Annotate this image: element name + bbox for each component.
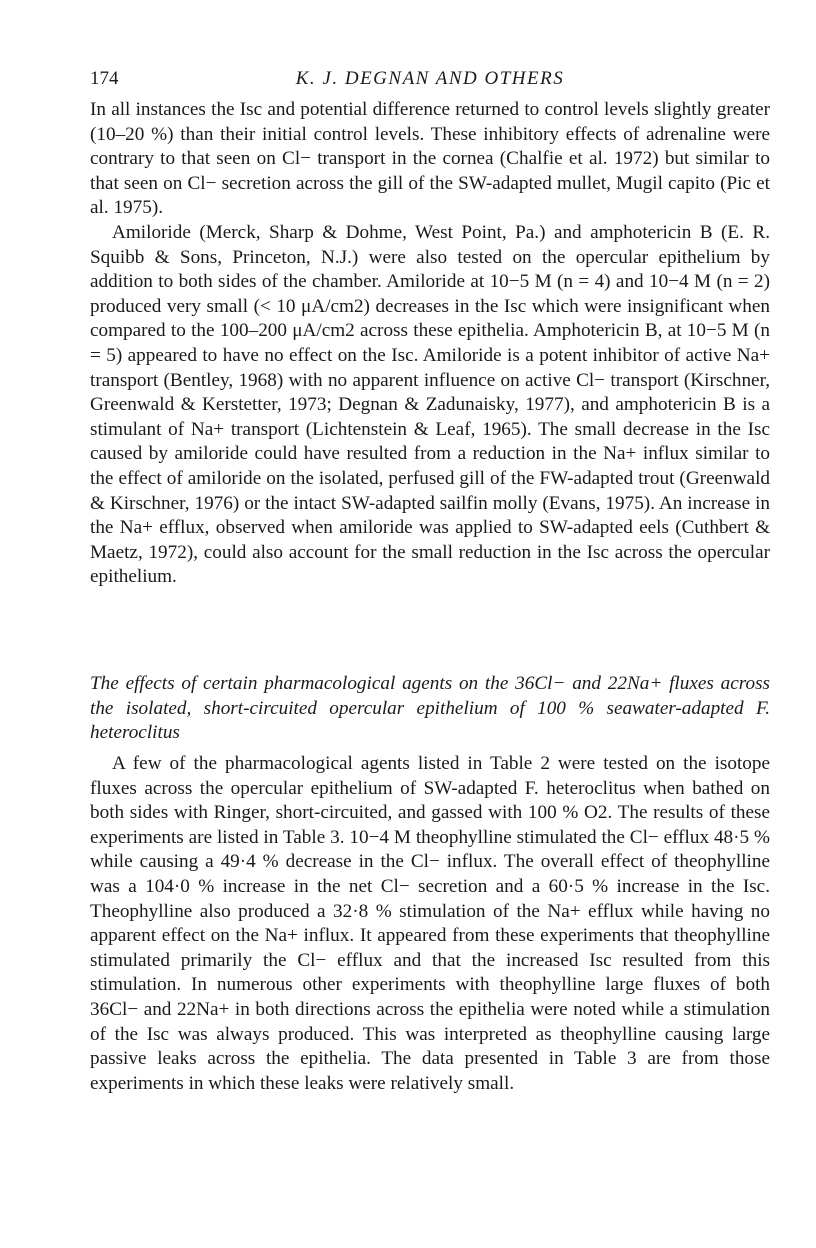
page-header [90,68,770,96]
paragraph-theophylline: A few of the pharmacological agents listed in Table 2 were tested on the isotope fluxes across the opercular epithelium of SW-adapted F. heteroclitus when bathed on both sides with Ringer, short-circuited, and gassed with 100 % O2. The results of these experiments are listed in Table 3. 10−4 M theophylline stimulated the Cl− efflux 48·5 % while causing a 49·4 % decrease in the Cl− influx. The overall effect of theophylline was a 104·0 % increase in the net Cl− secretion and a 60·5 % increase in the Isc. Theophylline also produced a 32·8 % stimulation of the Na+ efflux while having no apparent effect on the Na+ influx. It appeared from these experiments that theophylline stimulated primarily the Cl− efflux and that the increased Isc resulted from this stimulation. In numerous other experiments with theophylline large fluxes of both 36Cl− and 22Na+ in both directions across the epithelia were noted while a stimulation of the Isc was always produced. This was interpreted as theophylline causing large passive leaks across the epithelia. The data presented in Table 3 are from those experiments in which these leaks were relatively small. [90,753,770,1094]
body-text-bottom [90,752,770,1096]
paragraph-amiloride: Amiloride (Merck, Sharp & Dohme, West Point, Pa.) and amphotericin B (E. R. Squibb & Sons, Princeton, N.J.) were also tested on the opercular epithelium by addition to both sides of the chamber. Amiloride at 10−5 M (n = 4) and 10−4 M (n = 2) produced very small (< 10 μA/cm2) decreases in the Isc which were insignificant when compared to the 100–200 μA/cm2 across these epithelia. Amphotericin B, at 10−5 M (n = 5) appeared to have no effect on the Isc. Amiloride is a potent inhibitor of active Na+ transport (Bentley, 1968) with no apparent influence on active Cl− transport (Kirschner, Greenwald & Kerstetter, 1973; Degnan & Zadunaisky, 1977), and amphotericin B is a stimulant of Na+ transport (Lichtenstein & Leaf, 1965). The small decrease in the Isc caused by amiloride could have resulted from a reduction in the Na+ influx similar to the effect of amiloride on the isolated, perfused gill of the FW-adapted trout (Greenwald & Kirschner, 1976) or the intact SW-adapted sailfin molly (Evans, 1975). An increase in the Na+ efflux, observed when amiloride was applied to SW-adapted eels (Cuthbert & Maetz, 1972), could also account for the small reduction in the Isc across the opercular epithelium. [90,221,770,588]
page-number: 174 [90,68,119,89]
section-heading: The effects of certain pharmacological agents on the 36Cl− and 22Na+ fluxes across the isolated, short-circuited opercular epithelium of 100 % seawater-adapted F. heteroclitus [90,673,770,744]
running-head: K. J. DEGNAN AND OTHERS [295,68,565,89]
section-heading-block [90,672,770,746]
body-text-top [90,98,770,590]
paragraph-adrenaline: In all instances the Isc and potential difference returned to control levels slightly greater (10–20 %) than their initial control levels. These inhibitory effects of adrenaline were contrary to that seen on Cl− transport in the cornea (Chalfie et al. 1972) but similar to that seen on Cl− secretion across the gill of the SW-adapted mullet, Mugil capito (Pic et al. 1975). [90,99,770,219]
